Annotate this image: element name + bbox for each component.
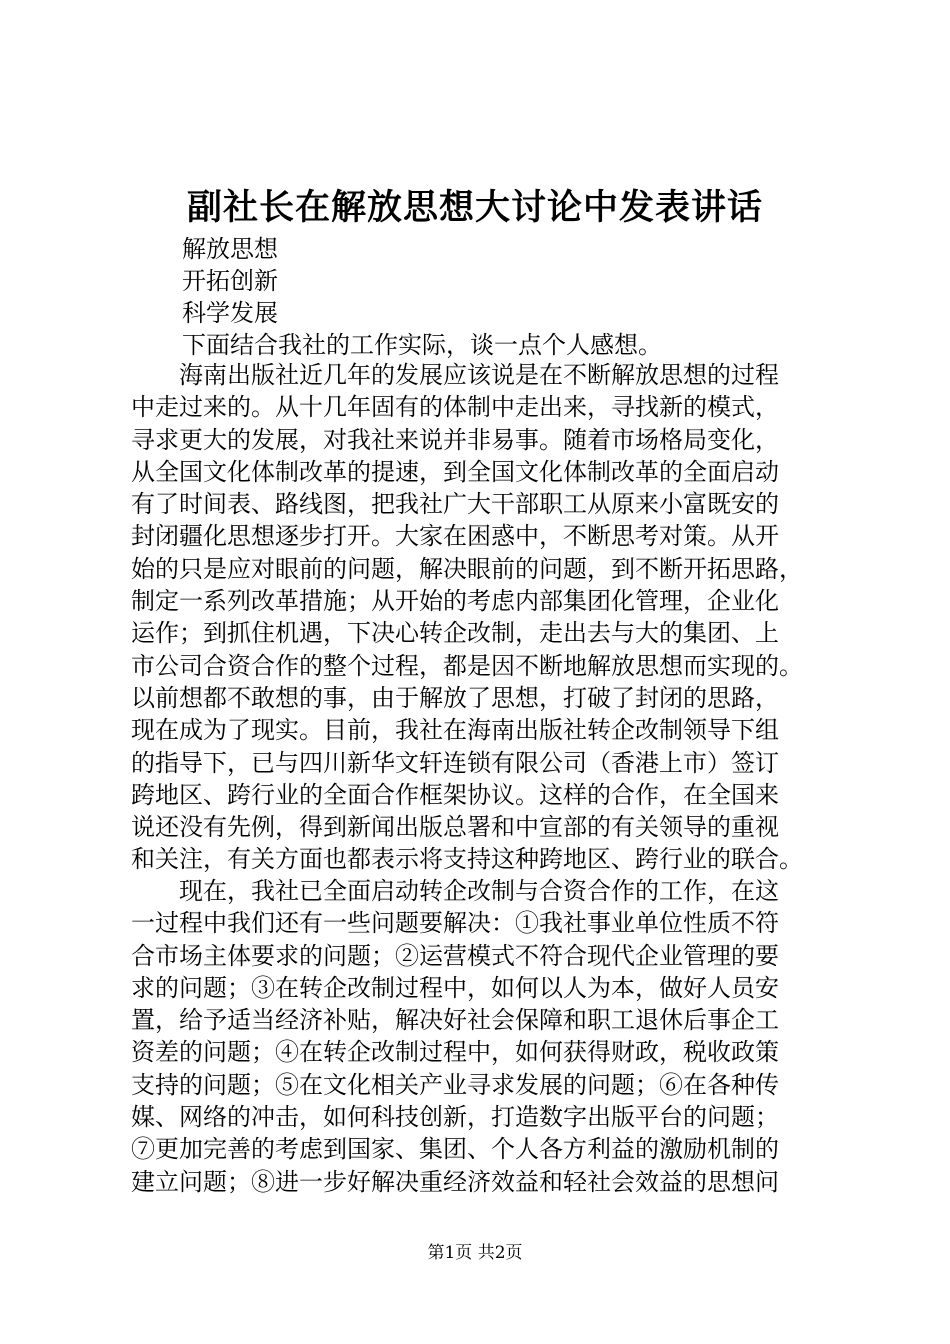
paragraph-line: 和关注，有关方面也都表示将支持这种跨地区、跨行业的联合。 [131, 845, 803, 874]
paragraph-line: 置，给予适当经济补贴，解决好社会保障和职工退休后事企工 [131, 1006, 779, 1035]
paragraph-line: 从全国文化体制改革的提速，到全国文化体制改革的全面启动 [131, 457, 779, 486]
paragraph-line: 媒、网络的冲击，如何科技创新，打造数字出版平台的问题； [131, 1103, 779, 1132]
paragraph-line: 以前想都不敢想的事，由于解放了思想，打破了封闭的思路， [131, 683, 779, 712]
keyword-line: 开拓创新 [182, 267, 278, 295]
paragraph-line: 海南出版社近几年的发展应该说是在不断解放思想的过程 [131, 361, 779, 389]
paragraph-line: ⑦更加完善的考虑到国家、集团、个人各方利益的激励机制的 [131, 1135, 779, 1164]
paragraph-line: 市公司合资合作的整个过程，都是因不断地解放思想而实现的。 [131, 651, 803, 680]
paragraph-line: 一过程中我们还有一些问题要解决：①我社事业单位性质不符 [131, 909, 779, 938]
paragraph-line: 中走过来的。从十几年固有的体制中走出来，寻找新的模式， [131, 393, 779, 422]
paragraph-line: 建立问题；⑧进一步好解决重经济效益和轻社会效益的思想问 [131, 1167, 779, 1196]
intro-line: 下面结合我社的工作实际，谈一点个人感想。 [182, 331, 662, 359]
paragraph-line: 支持的问题；⑤在文化相关产业寻求发展的问题；⑥在各种传 [131, 1070, 779, 1099]
keyword-line: 科学发展 [182, 299, 278, 327]
paragraph-line: 现在，我社已全面启动转企改制与合资合作的工作，在这 [131, 877, 779, 905]
page-number: 第1页 共2页 [427, 1243, 523, 1263]
body-paragraph-1 [131, 359, 851, 876]
paragraph-line: 现在成为了现实。目前，我社在海南出版社转企改制领导下组 [131, 716, 779, 745]
paragraph-line: 说还没有先例，得到新闻出版总署和中宣部的有关领导的重视 [131, 813, 779, 842]
paragraph-line: 寻求更大的发展，对我社来说并非易事。随着市场格局变化， [131, 425, 779, 454]
paragraph-line: 跨地区、跨行业的全面合作框架协议。这样的合作，在全国来 [131, 780, 779, 809]
page-title: 副社长在解放思想大讨论中发表讲话 [186, 187, 763, 228]
paragraph-line: 资差的问题；④在转企改制过程中，如何获得财政，税收政策 [131, 1038, 779, 1067]
paragraph-line: 求的问题；③在转企改制过程中，如何以人为本，做好人员安 [131, 973, 779, 1002]
paragraph-line: 封闭疆化思想逐步打开。大家在困惑中，不断思考对策。从开 [131, 522, 779, 551]
paragraph-line: 合市场主体要求的问题；②运营模式不符合现代企业管理的要 [131, 941, 779, 970]
keyword-line: 解放思想 [182, 235, 278, 263]
paragraph-line: 的指导下，已与四川新华文轩连锁有限公司（香港上市）签订 [131, 748, 779, 777]
paragraph-line: 运作；到抓住机遇，下决心转企改制，走出去与大的集团、上 [131, 619, 779, 648]
paragraph-line: 有了时间表、路线图，把我社广大干部职工从原来小富既安的 [131, 490, 779, 519]
paragraph-line: 制定一系列改革措施；从开始的考虑内部集团化管理，企业化 [131, 587, 779, 616]
body-paragraph-2 [131, 875, 851, 1198]
paragraph-line: 始的只是应对眼前的问题，解决眼前的问题，到不断开拓思路， [131, 554, 803, 583]
